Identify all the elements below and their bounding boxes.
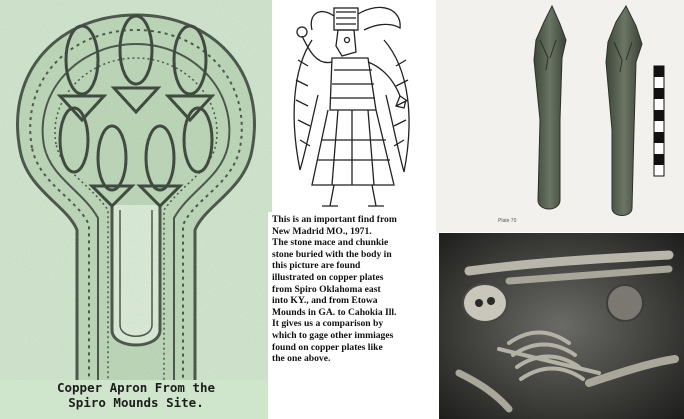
description-line: This is an important find from	[272, 214, 397, 225]
figure-drawing-image	[272, 0, 434, 212]
description-text	[272, 214, 436, 365]
description-line: the one above.	[272, 353, 331, 365]
apron-caption-line: Copper Apron From the	[56, 380, 216, 395]
description-line: from Spiro Oklahoma east	[272, 283, 381, 295]
description-line: into KY., and from Etowa	[272, 295, 378, 307]
copper-apron-image	[0, 0, 272, 380]
description-line: found on copper plates like	[272, 341, 383, 353]
description-line: The stone mace and chunkie	[272, 237, 389, 249]
copper-apron-panel	[0, 0, 272, 419]
description-line: Mounds in GA. to Cahokia Ill.	[272, 306, 397, 318]
apron-caption	[10, 380, 262, 410]
stone-mace-panel	[436, 0, 684, 232]
description-line: New Madrid MO., 1971.	[272, 225, 372, 237]
description-line: It gives us a comparison by	[272, 318, 384, 330]
description-line: which to gage other immiages	[272, 329, 394, 341]
description-line: stone buried with the body in	[272, 248, 392, 260]
description-line: illustrated on copper plates	[272, 271, 384, 283]
skeleton-burial-panel	[439, 233, 684, 419]
scale-bar	[654, 66, 664, 176]
description-panel	[268, 212, 436, 419]
apron-caption-line: Spiro Mounds Site.	[68, 395, 204, 410]
skeleton-burial-photo	[439, 233, 684, 419]
plate-label: Plate 70	[498, 218, 517, 224]
figure-drawing-panel	[272, 0, 434, 212]
description-line: this picture are found	[272, 260, 361, 272]
stone-mace-photo	[436, 0, 684, 232]
